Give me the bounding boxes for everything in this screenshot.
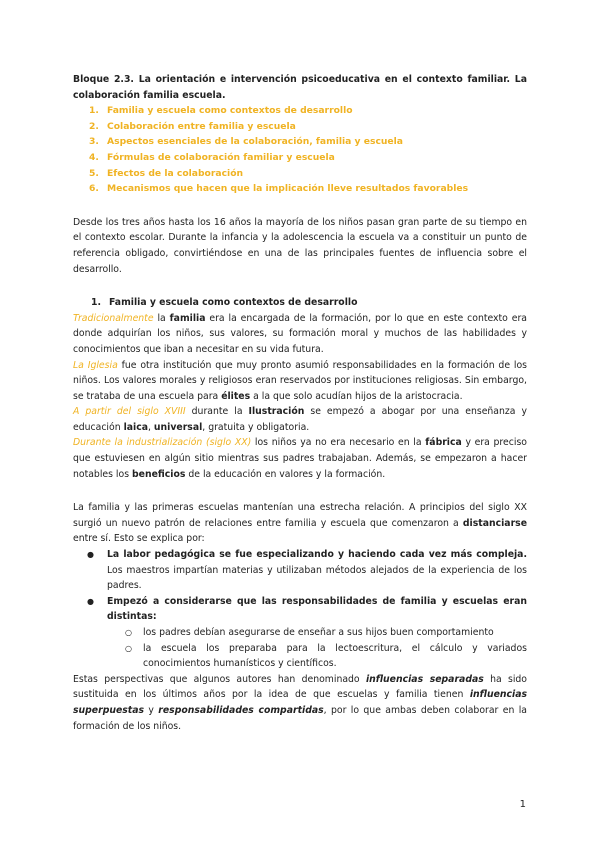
sub-bullet-list [107,625,527,672]
toc-item: 5. Efectos de la colaboración [89,167,244,179]
list-item: ● Empezó a considerarse que las responsabilidades de familia y escuelas eran distintas: ○ los padres debían asegurarse de enseñar a sus hijos buen comportamiento ○ la escuela los preparaba para la lectoescritura, el cálculo y variados conocimientos humanísticos y científicos. [107,594,527,672]
page-title: Bloque 2.3. La orientación e intervención psicoeducativa en el contexto familiar. La colaboración familia escuela. [73,74,527,101]
paragraph-enlightenment: A partir del siglo XVIII durante la Ilustración se empezó a abogar por una enseñanza y educación laica, universal, gratuita y obligatoria. [73,406,527,433]
table-of-contents [73,103,527,197]
toc-item: 2. Colaboración entre familia y escuela [89,120,296,132]
paragraph-church: La Iglesia fue otra institución que muy pronto asumió responsabilidades en la formación de los niños. Los valores morales y religiosos eran reservados por instituciones religiosas. Sin embargo, se trataba de una escuela para élites a la que solo acudían hijos de la aristocracia. [73,359,527,402]
toc-item: 1. Familia y escuela como contextos de desarrollo [89,105,353,117]
toc-item: 4. Fórmulas de colaboración familiar y escuela [89,151,335,163]
paragraph-relationship: La familia y las primeras escuelas mantenían una estrecha relación. A principios del siglo XX surgió un nuevo patrón de relaciones entre familia y escuela que comenzaron a distanciarse entre sí. Esto se explica por: [73,502,527,545]
section-heading: 1. Familia y escuela como contextos de desarrollo [91,297,358,309]
paragraph-traditional: Tradicionalmente la familia era la encargada de la formación, por lo que en este contexto era donde adquirían los niños, sus valores, su formación moral y muchos de las habilidades y conocimientos que iban a necesitar en su vida futura. [73,312,527,355]
list-item: ○ la escuela los preparaba para la lectoescritura, el cálculo y variados conocimientos humanísticos y científicos. [143,641,527,672]
toc-item: 6. Mecanismos que hacen que la implicación lleve resultados favorables [89,183,469,195]
list-item: ○ los padres debían asegurarse de enseñar a sus hijos buen comportamiento [143,625,527,641]
page-number: 1 [519,799,526,810]
intro-paragraph: Desde los tres años hasta los 16 años la mayoría de los niños pasan gran parte de su tiempo en el contexto escolar. Durante la infancia y la adolescencia la escuela va a constituir un punto de referencia obligado, convirtiéndose en una de las principales fuentes de influencia sobre el desarrollo. [73,216,527,275]
paragraph-closing: Estas perspectivas que algunos autores han denominado influencias separadas ha sido sustituida en los últimos años por la idea de que escuelas y familia tienen influencias superpuestas y responsabilidades compartidas, por lo que ambas deben colaborar en la formación de los niños. [73,673,527,732]
toc-item: 3. Aspectos esenciales de la colaboración, familia y escuela [89,136,404,148]
bullet-list [73,547,527,672]
list-item: ● La labor pedagógica se fue especializando y haciendo cada vez más compleja. Los maestros impartían materias y utilizaban métodos alejados de la experiencia de los padres. [107,547,527,594]
paragraph-industrialization: Durante la industrialización (siglo XX) los niños ya no era necesario en la fábrica y era preciso que estuviesen en algún sitio mientras sus padres trabajaban. Además, se empezaron a hacer notables los beneficios de la educación en valores y la formación. [73,437,527,480]
